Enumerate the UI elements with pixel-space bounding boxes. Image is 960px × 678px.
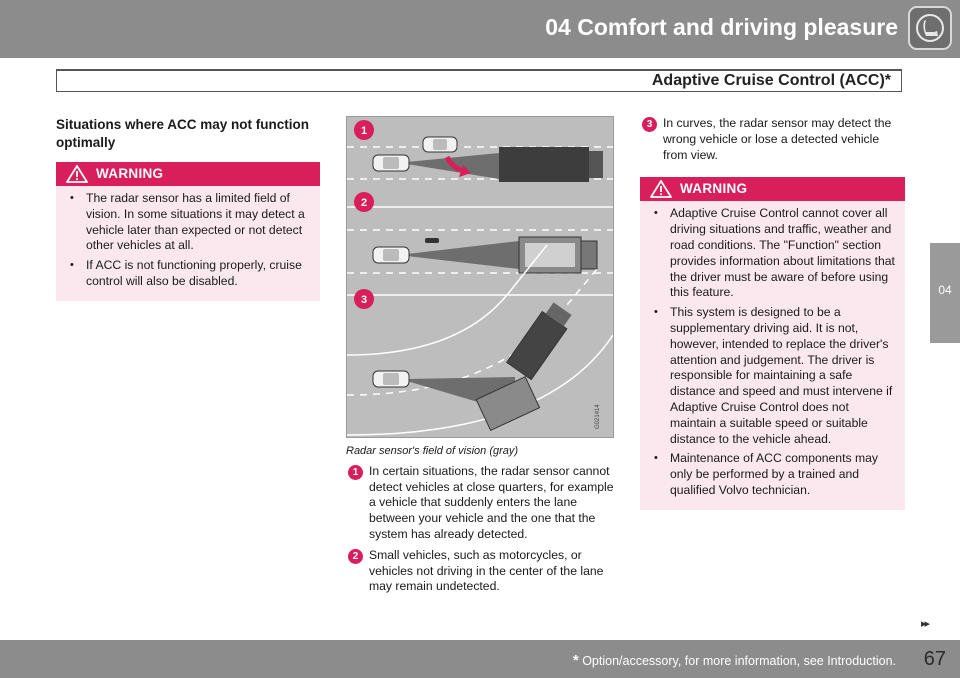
warning-box-right (640, 177, 905, 509)
marker-1-label: 1 (360, 125, 368, 137)
middle-column (346, 116, 614, 600)
warning-item: • Maintenance of ACC components may only be performed by a trained and qualified Volvo technician. (648, 451, 897, 498)
section-header (56, 69, 902, 92)
situations-heading: Situations where ACC may not function optimally (56, 117, 310, 150)
marker-3-label: 3 (360, 294, 368, 306)
motorcycle (425, 238, 439, 243)
numbered-item-text: In curves, the radar sensor may detect the wrong vehicle or lose a detected vehicle from view. (663, 116, 892, 162)
page-number: 67 (923, 648, 946, 670)
ego-car-2 (373, 247, 409, 263)
chapter-header-bar (0, 0, 960, 58)
ego-car-1 (373, 155, 409, 171)
warning-list (56, 186, 320, 290)
marker-2-label: 2 (360, 197, 368, 209)
chapter-title: 04 Comfort and driving pleasure (545, 14, 898, 40)
chapter-tab-label: 04 (938, 283, 952, 297)
seat-icon (908, 6, 952, 50)
warning-list (640, 201, 905, 498)
figure-code: G021414 (595, 404, 601, 429)
figure-caption: Radar sensor's field of vision (gray) (346, 445, 519, 457)
marker-1 (354, 120, 374, 140)
warning-header (640, 177, 905, 201)
footer-bar (0, 640, 960, 678)
warning-box-left (56, 162, 320, 301)
marker-3 (354, 289, 374, 309)
section-title: Adaptive Cruise Control (ACC)* (651, 72, 891, 89)
cut-in-car (423, 137, 457, 152)
next-page-arrows: ▸▸ (921, 618, 929, 630)
warning-item: • If ACC is not functioning properly, cruise control will also be disabled. (64, 258, 312, 290)
footnote (573, 652, 896, 669)
warning-title: WARNING (680, 181, 748, 197)
number-badge: 1 (348, 465, 363, 480)
right-column (640, 116, 905, 510)
numbered-item-2 (346, 548, 614, 595)
warning-header (56, 162, 320, 186)
numbered-item-3 (640, 116, 905, 163)
footnote-star: * (572, 652, 579, 669)
warning-item: • The radar sensor has a limited field of vision. In some situations it may detect a vehicle later than expected or not detect other vehicles at all. (64, 191, 312, 254)
truck-2 (519, 237, 597, 273)
warning-triangle-icon (66, 165, 88, 183)
numbered-item-text: In certain situations, the radar sensor cannot detect vehicles at close quarters, for example a vehicle that suddenly enters the lane between your vehicle and the one that the system has already detected. (369, 463, 614, 541)
truck-3 (507, 300, 575, 379)
numbered-item-1 (346, 464, 614, 543)
footnote-text: Option/accessory, for more information, see Introduction. (582, 654, 896, 668)
warning-title: WARNING (96, 166, 164, 181)
warning-item: • Adaptive Cruise Control cannot cover all driving situations and traffic, weather and road conditions. The "Function" section provides information about limitations that the driver must be aware of before using this feature. (648, 206, 897, 301)
number-badge: 2 (348, 549, 363, 564)
number-badge: 3 (642, 117, 657, 132)
chapter-tab (930, 243, 960, 343)
marker-2 (354, 192, 374, 212)
ego-car-3 (373, 371, 409, 387)
radar-field-illustration (346, 116, 614, 438)
warning-triangle-icon (650, 180, 672, 198)
numbered-item-text: Small vehicles, such as motorcycles, or vehicles not driving in the center of the lane may remain undetected. (369, 547, 604, 594)
warning-item: • This system is designed to be a supplementary driving aid. It is not, however, intended to replace the driver's attention and judgement. The driver is responsible for maintaining a safe distance and speed and must intervene if Adaptive Cruise Control does not maintain a suitable speed or suitable distance to the vehicle ahead. (648, 305, 897, 447)
left-column (56, 116, 320, 301)
